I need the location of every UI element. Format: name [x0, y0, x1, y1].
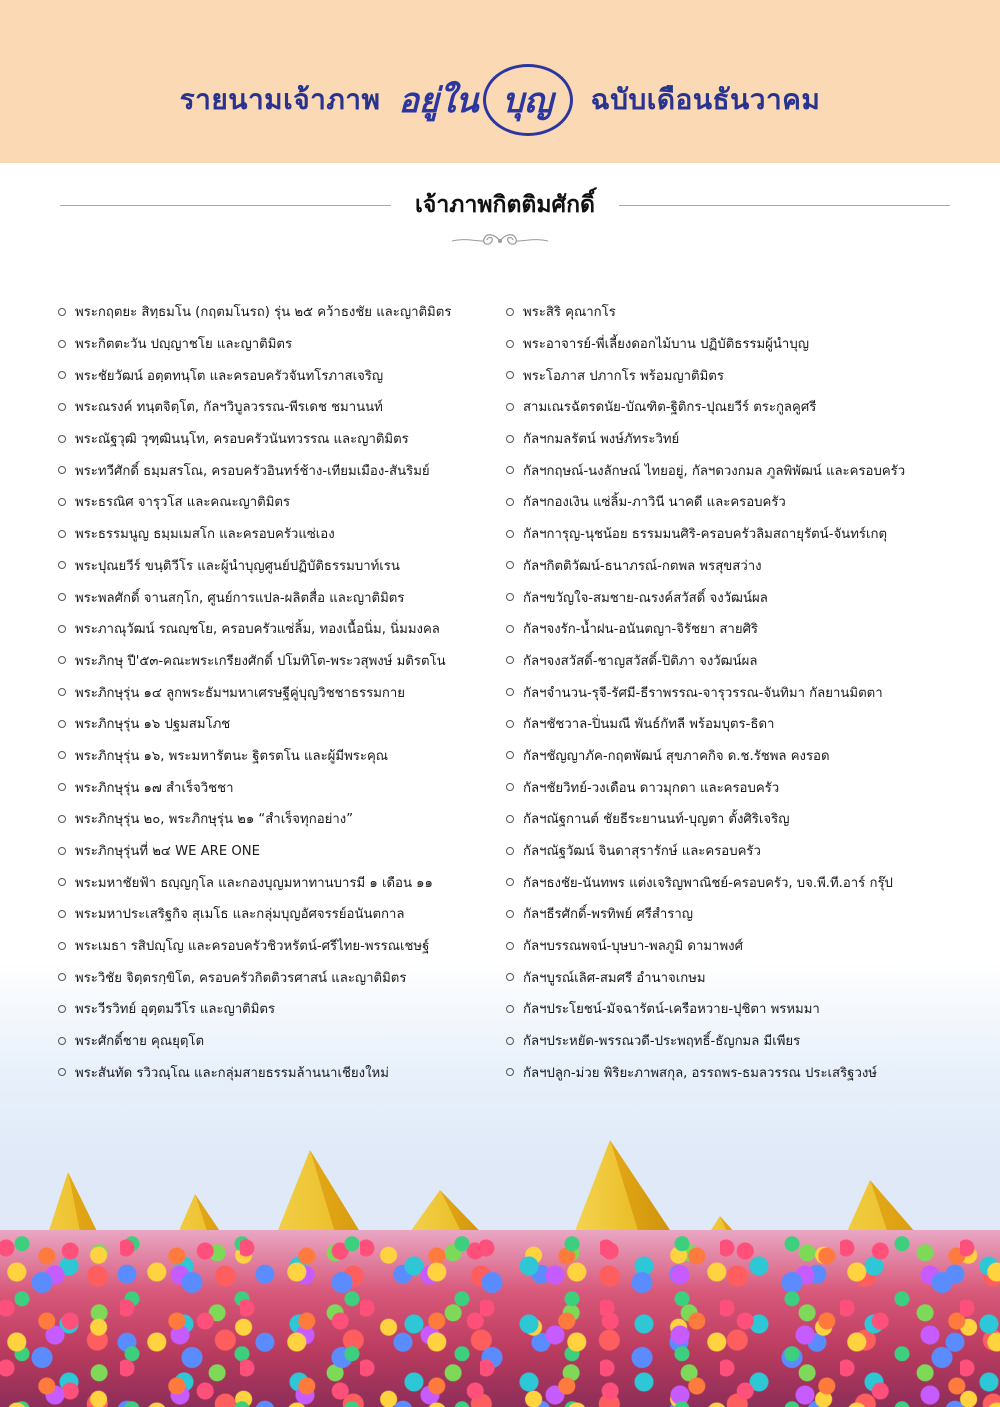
- hollow-circle-bullet-icon: [58, 847, 66, 855]
- hollow-circle-bullet-icon: [506, 688, 514, 696]
- hollow-circle-bullet-icon: [506, 498, 514, 506]
- right-sponsor-text: กัลฯกิตติวัฒน์-ธนาภรณ์-กตพล พรสุขสว่าง: [523, 558, 762, 574]
- right-sponsor-text: กัลฯประโยชน์-มัจฉารัตน์-เครือหวาย-ปุชิตา พรหมมา: [523, 1002, 820, 1018]
- right-sponsor-text: กัลฯธงชัย-นันทพร แต่งเจริญพาณิชย์-ครอบครัว, บจ.พี.ที.อาร์ กรุ๊ป: [523, 875, 893, 891]
- hollow-circle-bullet-icon: [506, 466, 514, 474]
- hollow-circle-bullet-icon: [58, 340, 66, 348]
- right-sponsor-item: [506, 1025, 958, 1057]
- left-sponsor-item: [58, 296, 506, 328]
- right-sponsor-item: [506, 423, 958, 455]
- hollow-circle-bullet-icon: [506, 815, 514, 823]
- right-sponsor-text: กัลฯปลูก-ม่วย พิริยะภาพสกุล, อรรถพร-ธมลวรรณ ประเสริฐวงษ์: [523, 1065, 877, 1081]
- right-sponsor-item: [506, 645, 958, 677]
- hollow-circle-bullet-icon: [58, 308, 66, 316]
- left-sponsor-item: [58, 328, 506, 360]
- hollow-circle-bullet-icon: [58, 783, 66, 791]
- right-sponsor-item: [506, 613, 958, 645]
- divider-right: [619, 205, 950, 206]
- right-sponsor-text: สามเณรฉัตรดนัย-บัณฑิต-ฐิติกร-ปุณยวีร์ ตระกูลคูศรี: [523, 400, 817, 416]
- hollow-circle-bullet-icon: [506, 783, 514, 791]
- right-sponsor-text: กัลฯกมลรัตน์ พงษ์ภัทระวิทย์: [523, 432, 680, 448]
- hollow-circle-bullet-icon: [506, 1037, 514, 1045]
- left-sponsor-item: [58, 359, 506, 391]
- right-sponsor-item: [506, 740, 958, 772]
- right-sponsor-text: กัลฯชัชวาล-ปิ่นมณี พันธ์กัทลี พร้อมบุตร-ธิดา: [523, 717, 775, 733]
- right-sponsor-item: [506, 296, 958, 328]
- hollow-circle-bullet-icon: [58, 530, 66, 538]
- hollow-circle-bullet-icon: [506, 371, 514, 379]
- hollow-circle-bullet-icon: [506, 1005, 514, 1013]
- hollow-circle-bullet-icon: [506, 878, 514, 886]
- right-sponsor-item: [506, 835, 958, 867]
- left-sponsor-text: พระพลศักดิ์ จานสกฺโก, ศูนย์การแปล-ผลิตสื่อ และญาติมิตร: [75, 590, 405, 606]
- left-sponsor-text: พระเมธา รสิปญฺโญ และครอบครัวชิวหรัตน์-ศรีไทย-พรรณเชษฐ์: [75, 939, 430, 955]
- right-sponsor-text: กัลฯกองเงิน แซ่ลิ้ม-ภาวินี นาคดี และครอบครัว: [523, 495, 786, 511]
- sponsor-lists: [58, 296, 958, 1088]
- page-header: [0, 70, 1000, 130]
- hollow-circle-bullet-icon: [506, 720, 514, 728]
- section-heading: [60, 185, 950, 225]
- left-sponsor-item: [58, 771, 506, 803]
- divider-left: [60, 205, 391, 206]
- hollow-circle-bullet-icon: [58, 593, 66, 601]
- hollow-circle-bullet-icon: [58, 466, 66, 474]
- hollow-circle-bullet-icon: [58, 403, 66, 411]
- left-sponsor-item: [58, 391, 506, 423]
- right-sponsor-text: กัลฯชัญญาภัค-กฤตพัฒน์ สุขภาคกิจ ด.ช.รัชพล คงรอด: [523, 748, 830, 764]
- left-sponsor-text: พระศักดิ์ชาย คุณยุตฺโต: [75, 1034, 205, 1050]
- hollow-circle-bullet-icon: [58, 878, 66, 886]
- hollow-circle-bullet-icon: [58, 1037, 66, 1045]
- left-sponsor-text: พระปุณยวีร์ ขนฺติวีโร และผู้นำบุญศูนย์ปฏิบัติธรรมบาท์เรน: [75, 558, 400, 574]
- right-sponsor-text: พระสิริ คุณากโร: [523, 305, 616, 321]
- right-sponsor-item: [506, 961, 958, 993]
- right-sponsor-text: กัลฯบรรณพจน์-บุษบา-พลภูมิ ดามาพงศ์: [523, 939, 743, 955]
- hollow-circle-bullet-icon: [58, 435, 66, 443]
- right-sponsor-text: กัลฯณัฐกานต์ ชัยธีระยานนท์-บุญตา ตั้งศิริเจริญ: [523, 812, 790, 828]
- right-sponsor-text: กัลฯประหยัด-พรรณวดี-ประพฤทธิ์-ธัญกมล มีเพียร: [523, 1034, 801, 1050]
- hollow-circle-bullet-icon: [58, 751, 66, 759]
- left-sponsor-item: [58, 803, 506, 835]
- left-sponsor-item: [58, 835, 506, 867]
- left-sponsor-item: [58, 740, 506, 772]
- left-sponsor-text: พระภิกษุรุ่น ๑๗ สำเร็จวิชชา: [75, 780, 234, 796]
- left-sponsor-text: พระณัฐวุฒิ วุฑฺฒินนฺโท, ครอบครัวนันทวรรณ และญาติมิตร: [75, 432, 409, 448]
- left-sponsor-text: พระภิกษุรุ่นที่ ๒๔ WE ARE ONE: [75, 844, 260, 860]
- hollow-circle-bullet-icon: [58, 625, 66, 633]
- hollow-circle-bullet-icon: [506, 561, 514, 569]
- left-sponsor-item: [58, 1025, 506, 1057]
- left-sponsor-list: [58, 296, 506, 1088]
- right-sponsor-text: พระอาจารย์-พี่เลี้ยงดอกไม้บาน ปฏิบัติธรรมผู้นำบุญ: [523, 337, 809, 353]
- hollow-circle-bullet-icon: [506, 973, 514, 981]
- right-sponsor-item: [506, 803, 958, 835]
- hollow-circle-bullet-icon: [506, 403, 514, 411]
- hollow-circle-bullet-icon: [506, 942, 514, 950]
- left-sponsor-item: [58, 613, 506, 645]
- left-sponsor-text: พระมหาประเสริฐกิจ สุเมโธ และกลุ่มบุญอัศจรรย์อนันตกาล: [75, 907, 405, 923]
- hollow-circle-bullet-icon: [58, 942, 66, 950]
- left-sponsor-text: พระชัยวัฒน์ อตฺตทนฺโต และครอบครัวจันทโรภาสเจริญ: [75, 368, 384, 384]
- hollow-circle-bullet-icon: [58, 498, 66, 506]
- left-sponsor-item: [58, 1057, 506, 1089]
- hollow-circle-bullet-icon: [58, 1005, 66, 1013]
- left-sponsor-item: [58, 866, 506, 898]
- hollow-circle-bullet-icon: [58, 720, 66, 728]
- hollow-circle-bullet-icon: [58, 973, 66, 981]
- right-sponsor-item: [506, 676, 958, 708]
- left-sponsor-item: [58, 486, 506, 518]
- left-sponsor-text: พระธรรมนูญ ธมฺมเมสโก และครอบครัวแซ่เอง: [75, 527, 335, 543]
- left-sponsor-text: พระทวีศักดิ์ ธมฺมสรโณ, ครอบครัวอินทร์ช้าง-เทียมเมือง-สันริมย์: [75, 463, 430, 479]
- right-sponsor-item: [506, 866, 958, 898]
- left-sponsor-text: พระภาณุวัฒน์ รณญฺชโย, ครอบครัวแซ่ลิ้ม, ทองเนื้อนิ่ม, นิ่มมงคล: [75, 622, 440, 638]
- hollow-circle-bullet-icon: [506, 593, 514, 601]
- right-sponsor-list: [506, 296, 958, 1088]
- hollow-circle-bullet-icon: [506, 751, 514, 759]
- hollow-circle-bullet-icon: [506, 1068, 514, 1076]
- left-sponsor-item: [58, 550, 506, 582]
- right-sponsor-item: [506, 771, 958, 803]
- right-sponsor-item: [506, 518, 958, 550]
- right-sponsor-text: กัลฯกฤษณ์-นงลักษณ์ ไทยอยู่, กัลฯดวงกมล ภูลพิพัฒน์ และครอบครัว: [523, 463, 906, 479]
- right-sponsor-item: [506, 708, 958, 740]
- hollow-circle-bullet-icon: [58, 656, 66, 664]
- left-sponsor-item: [58, 708, 506, 740]
- magazine-logo: [398, 64, 572, 136]
- left-sponsor-item: [58, 645, 506, 677]
- flourish-ornament-icon: [450, 230, 550, 252]
- left-sponsor-item: [58, 454, 506, 486]
- hollow-circle-bullet-icon: [58, 815, 66, 823]
- right-sponsor-item: [506, 930, 958, 962]
- right-sponsor-text: กัลฯการุญ-นุชน้อย ธรรมมนศิริ-ครอบครัวลิมสถายุรัตน์-จันทร์เกตุ: [523, 527, 888, 543]
- right-sponsor-text: พระโอภาส ปภากโร พร้อมญาติมิตร: [523, 368, 724, 384]
- hollow-circle-bullet-icon: [506, 656, 514, 664]
- right-sponsor-text: กัลฯขวัญใจ-สมชาย-ณรงค์สวัสดิ์ จงวัฒน์ผล: [523, 590, 768, 606]
- right-sponsor-text: กัลฯจำนวน-รุจี-รัศมี-ธีราพรรณ-จารุวรรณ-จันทิมา กัลยานมิตตา: [523, 685, 883, 701]
- hollow-circle-bullet-icon: [58, 371, 66, 379]
- hollow-circle-bullet-icon: [58, 561, 66, 569]
- hollow-circle-bullet-icon: [58, 688, 66, 696]
- logo-word-2: บุญ: [502, 81, 553, 121]
- right-sponsor-item: [506, 391, 958, 423]
- hollow-circle-bullet-icon: [506, 625, 514, 633]
- right-sponsor-item: [506, 486, 958, 518]
- left-sponsor-text: พระกิตตะวัน ปญฺญาชโย และญาติมิตร: [75, 337, 293, 353]
- logo-circle: [483, 64, 573, 136]
- left-sponsor-item: [58, 961, 506, 993]
- hollow-circle-bullet-icon: [58, 1068, 66, 1076]
- right-sponsor-text: กัลฯณัฐวัฒน์ จินดาสุรารักษ์ และครอบครัว: [523, 844, 761, 860]
- hollow-circle-bullet-icon: [506, 910, 514, 918]
- left-sponsor-text: พระกฤตยะ สิทฺธมโน (กฤตมโนรถ) รุ่น ๒๕ คว้าธงชัย และญาติมิตร: [75, 305, 452, 321]
- right-sponsor-item: [506, 454, 958, 486]
- header-left-text: รายนามเจ้าภาพ: [179, 83, 381, 116]
- section-title: เจ้าภาพกิตติมศักดิ์: [415, 192, 595, 218]
- left-sponsor-text: พระภิกษุรุ่น ๑๔ ลูกพระธัมฯมหาเศรษฐีคู่บุญวิชชาธรรมกาย: [75, 685, 406, 701]
- hollow-circle-bullet-icon: [506, 530, 514, 538]
- left-sponsor-text: พระสันทัด รวิวณฺโณ และกลุ่มสายธรรมล้านนาเชียงใหม่: [75, 1065, 389, 1081]
- right-sponsor-text: กัลฯจงสวัสดิ์-ชาญสวัสดิ์-ปิติภา จงวัฒน์ผล: [523, 653, 758, 669]
- right-sponsor-text: กัลฯบูรณ์เลิศ-สมศรี อำนาจเกษม: [523, 970, 706, 986]
- right-sponsor-item: [506, 359, 958, 391]
- left-sponsor-text: พระณรงค์ ทนฺตจิตฺโต, กัลฯวิบูลวรรณ-พีรเดช ชมานนท์: [75, 400, 383, 416]
- left-sponsor-item: [58, 518, 506, 550]
- left-sponsor-text: พระภิกษุรุ่น ๑๖, พระมหารัตนะ ฐิตรตโน และผู้มีพระคุณ: [75, 748, 389, 764]
- hollow-circle-bullet-icon: [506, 847, 514, 855]
- hollow-circle-bullet-icon: [506, 340, 514, 348]
- left-sponsor-item: [58, 993, 506, 1025]
- right-sponsor-item: [506, 550, 958, 582]
- left-sponsor-item: [58, 423, 506, 455]
- right-sponsor-item: [506, 581, 958, 613]
- hollow-circle-bullet-icon: [506, 435, 514, 443]
- left-sponsor-text: พระภิกษุ ปี'๕๓-คณะพระเกรียงศักดิ์ ปโมทิโต-พระวสุพงษ์ มติรตโน: [75, 653, 446, 669]
- colorful-gems-field: [0, 1230, 1000, 1407]
- right-sponsor-item: [506, 898, 958, 930]
- left-sponsor-item: [58, 581, 506, 613]
- right-sponsor-text: กัลฯธีรศักดิ์-พรทิพย์ ศรีสำราญ: [523, 907, 693, 923]
- right-sponsor-item: [506, 1057, 958, 1089]
- left-sponsor-item: [58, 898, 506, 930]
- right-sponsor-item: [506, 328, 958, 360]
- left-sponsor-text: พระวีรวิทย์ อุตฺตมวีโร และญาติมิตร: [75, 1002, 276, 1018]
- left-sponsor-text: พระภิกษุรุ่น ๑๖ ปฐมสมโภช: [75, 717, 231, 733]
- right-sponsor-item: [506, 993, 958, 1025]
- left-sponsor-text: พระวิชัย จิตฺตรกฺขิโต, ครอบครัวกิตติวรศาสน์ และญาติมิตร: [75, 970, 407, 986]
- right-sponsor-text: กัลฯจงรัก-น้ำฝน-อนันตญา-จิรัชยา สายศิริ: [523, 622, 759, 638]
- header-right-text: ฉบับเดือนธันวาคม: [590, 83, 821, 116]
- left-sponsor-text: พระภิกษุรุ่น ๒๐, พระภิกษุรุ่น ๒๑ “สำเร็จทุกอย่าง”: [75, 812, 354, 828]
- logo-word-1: อยู่ใน: [398, 81, 479, 121]
- hollow-circle-bullet-icon: [506, 308, 514, 316]
- left-sponsor-item: [58, 930, 506, 962]
- left-sponsor-text: พระธรณิศ จารุวโส และคณะญาติมิตร: [75, 495, 291, 511]
- left-sponsor-item: [58, 676, 506, 708]
- hollow-circle-bullet-icon: [58, 910, 66, 918]
- left-sponsor-text: พระมหาชัยฟ้า ธญฺญกุโล และกองบุญมหาทานบารมี ๑ เดือน ๑๑: [75, 875, 433, 891]
- right-sponsor-text: กัลฯชัยวิทย์-วงเดือน ดาวมุกดา และครอบครัว: [523, 780, 780, 796]
